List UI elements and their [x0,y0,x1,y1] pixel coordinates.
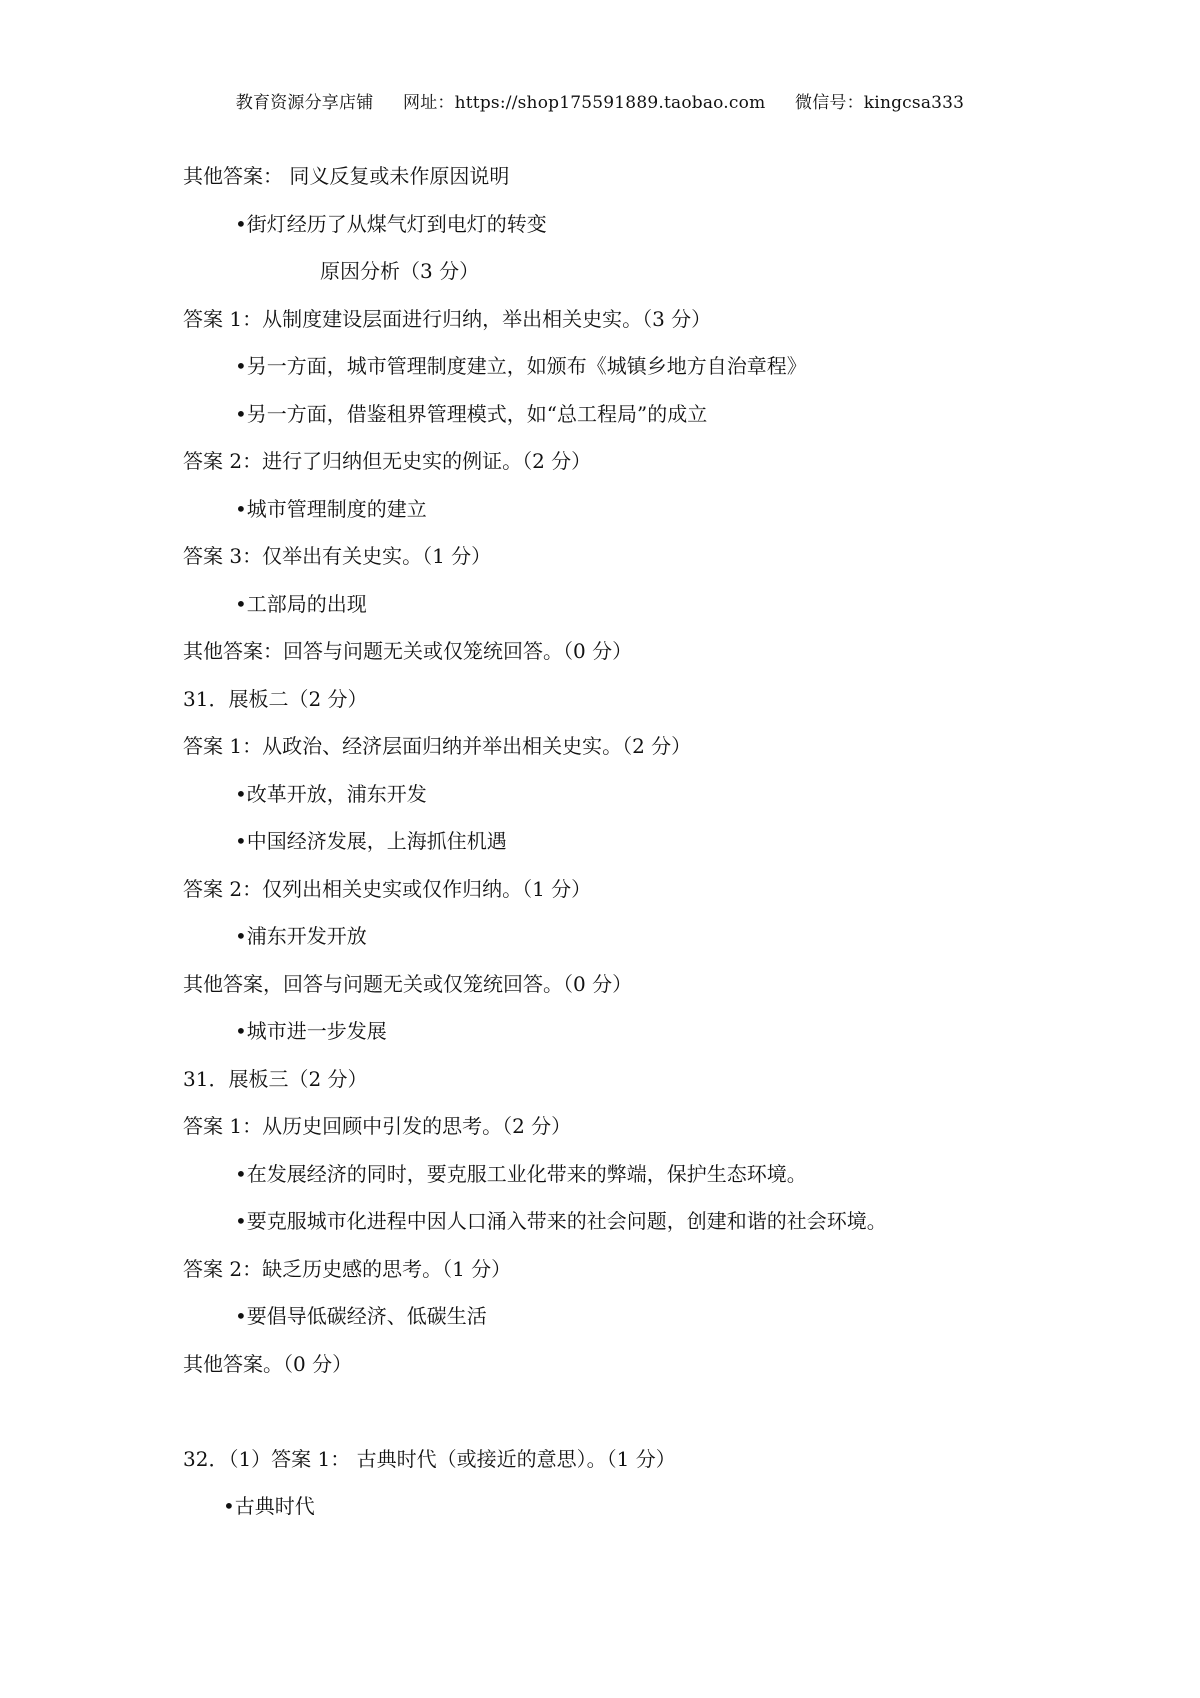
blank-line [183,1388,1143,1436]
text-line: 其他答案：回答与问题无关或仅笼统回答。（0 分） [183,639,633,663]
bullet-text: 城市进一步发展 [246,1019,387,1043]
bullet-icon [235,212,247,236]
bullet-line [183,1008,1143,1056]
bullet-icon [235,354,247,378]
bullet-text: 工部局的出现 [246,591,367,616]
text-line: 其他答案，回答与问题无关或仅笼统回答。（0 分） [183,971,633,996]
bullet-text: 另一方面，城市管理制度建立，如颁布《城镇乡地方自治章程》 [246,354,807,378]
bullet-line [183,818,1143,866]
bullet-text: 要克服城市化进程中因人口涌入带来的社会问题，创建和谐的社会环境。 [246,1209,887,1233]
bullet-icon [235,1304,247,1328]
header-url: 网址：https://shop175591889.taobao.com [403,93,766,113]
bullet-line [183,1483,1143,1531]
bullet-line [183,581,1143,629]
text-line: 答案 2：仅列出相关史实或仅作归纳。（1 分） [183,876,592,901]
bullet-text: 另一方面，借鉴租界管理模式，如“总工程局”的成立 [246,401,708,426]
bullet-text: 城市管理制度的建立 [246,496,427,521]
text-line: 答案 2：进行了归纳但无史实的例证。（2 分） [183,449,592,473]
bullet-text: 要倡导低碳经济、低碳生活 [246,1304,487,1328]
answer-content [183,153,1143,1531]
text-line: 其他答案： 同义反复或未作原因说明 [183,164,510,188]
text-line: 答案 3：仅举出有关史实。（1 分） [183,544,492,568]
text-line: 答案 2：缺乏历史感的思考。（1 分） [183,1256,512,1281]
bullet-text: 在发展经济的同时，要克服工业化带来的弊端，保护生态环境。 [246,1161,807,1186]
bullet-text: 浦东开发开放 [246,924,367,948]
text-line: 答案 1：从历史回顾中引发的思考。（2 分） [183,1114,572,1138]
bullet-text: 街灯经历了从煤气灯到电灯的转变 [246,211,547,236]
text-line: 原因分析（3 分） [320,259,480,283]
bullet-line [183,1198,1143,1246]
bullet-text: 中国经济发展，上海抓住机遇 [246,829,507,853]
bullet-icon [235,1162,247,1186]
header-wechat: 微信号：kingcsa333 [795,93,965,113]
bullet-icon [235,829,247,853]
bullet-icon [235,497,247,521]
bullet-icon [235,924,247,948]
text-line: 答案 1：从政治、经济层面归纳并举出相关史实。（2 分） [183,734,692,758]
bullet-line [183,1151,1143,1199]
bullet-line [183,486,1143,534]
page-header [0,88,1200,113]
bullet-line [183,1293,1143,1341]
section-heading: 31．展板二（2 分） [183,686,368,711]
bullet-line [183,913,1143,961]
bullet-text: 古典时代 [234,1494,315,1518]
bullet-icon [235,782,247,806]
bullet-icon [235,1209,247,1233]
bullet-line [183,201,1143,249]
bullet-icon [235,1019,247,1043]
bullet-icon [235,592,247,616]
text-line: 答案 1：从制度建设层面进行归纳，举出相关史实。（3 分） [183,306,712,331]
bullet-text: 改革开放，浦东开发 [246,781,427,806]
header-shop: 教育资源分享店铺 [235,93,374,113]
text-line: 其他答案。（0 分） [183,1351,353,1376]
bullet-line [183,391,1143,439]
bullet-icon [223,1494,235,1518]
section-heading: 31．展板三（2 分） [183,1066,368,1091]
section-heading: 32．（1）答案 1： 古典时代（或接近的意思）。（1 分） [183,1446,676,1471]
bullet-icon [235,402,247,426]
bullet-line [183,771,1143,819]
bullet-line [183,343,1143,391]
